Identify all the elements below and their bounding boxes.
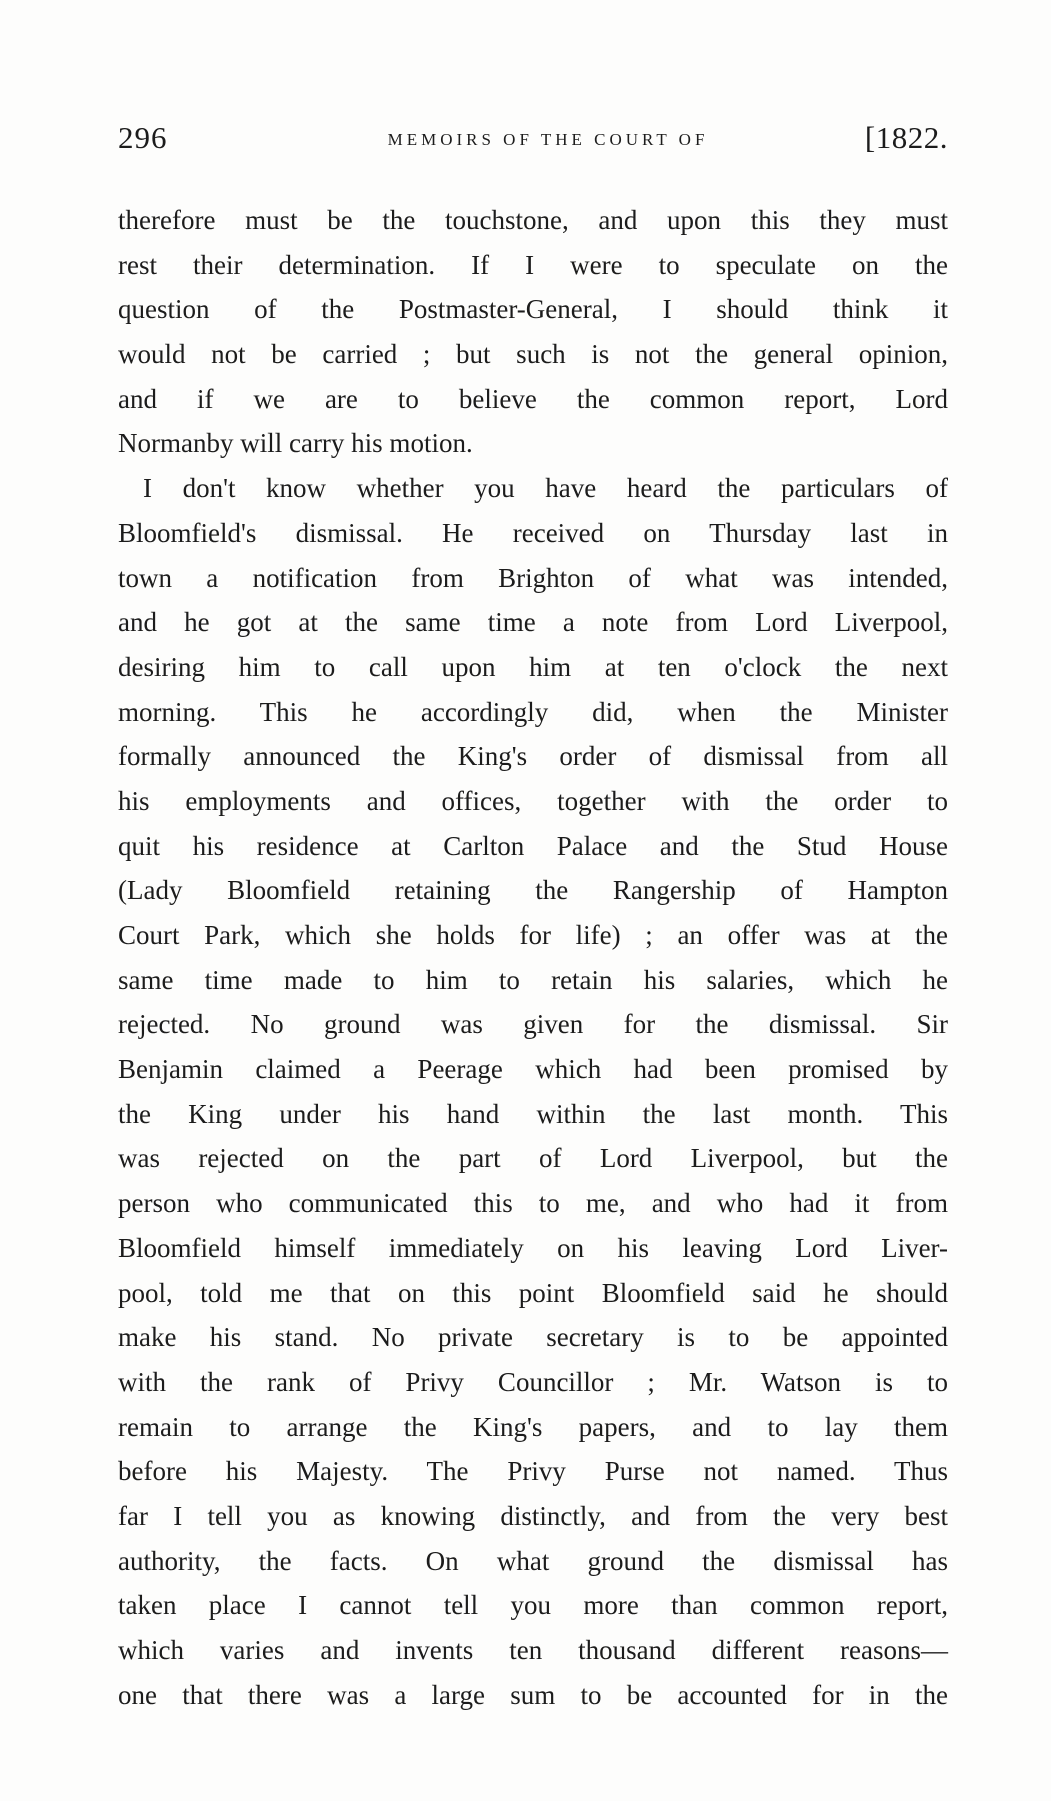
- text-line: same time made to him to retain his salaries, which he: [118, 964, 948, 995]
- text-line: pool, told me that on this point Bloomfield said he should: [118, 1277, 948, 1308]
- text-line: I don't know whether you have heard the particulars of: [143, 473, 948, 504]
- page-number: 296: [118, 120, 168, 155]
- body-text: [118, 198, 948, 1717]
- text-line: was rejected on the part of Lord Liverpool, but the: [118, 1143, 948, 1174]
- text-line: far I tell you as knowing distinctly, and from the very best: [118, 1500, 948, 1531]
- text-line: Bloomfield's dismissal. He received on Thursday last in: [118, 517, 948, 548]
- text-line: would not be carried ; but such is not the general opinion,: [118, 339, 948, 370]
- text-line: (Lady Bloomfield retaining the Rangership of Hampton: [118, 875, 948, 906]
- year-marker: [1822.: [864, 120, 948, 155]
- running-title: MEMOIRS OF THE COURT OF: [387, 130, 709, 149]
- text-line: which varies and invents ten thousand different reasons—: [118, 1635, 948, 1665]
- text-line: rejected. No ground was given for the dismissal. Sir: [118, 1009, 948, 1040]
- text-line: with the rank of Privy Councillor ; Mr. Watson is to: [118, 1366, 948, 1397]
- text-line: remain to arrange the King's papers, and to lay them: [118, 1411, 948, 1442]
- text-line: his employments and offices, together with the order to: [118, 785, 948, 816]
- text-line: taken place I cannot tell you more than common report,: [118, 1590, 948, 1621]
- text-line: Benjamin claimed a Peerage which had been promised by: [118, 1054, 948, 1085]
- running-head: [118, 118, 948, 168]
- text-line: formally announced the King's order of dismissal from all: [118, 741, 948, 772]
- text-line: the King under his hand within the last month. This: [118, 1098, 948, 1129]
- text-line: authority, the facts. On what ground the dismissal has: [118, 1545, 948, 1576]
- text-line: desiring him to call upon him at ten o'clock the next: [118, 651, 948, 682]
- text-line: make his stand. No private secretary is to be appointed: [118, 1322, 948, 1353]
- text-line: person who communicated this to me, and who had it from: [118, 1188, 948, 1219]
- text-line: rest their determination. If I were to speculate on the: [118, 249, 948, 280]
- text-line: therefore must be the touchstone, and upon this they must: [118, 205, 948, 235]
- text-line: question of the Postmaster-General, I should think it: [118, 294, 948, 325]
- text-line: before his Majesty. The Privy Purse not named. Thus: [118, 1456, 948, 1487]
- text-line: town a notification from Brighton of what was intended,: [118, 562, 948, 593]
- text-line: and if we are to believe the common report, Lord: [118, 383, 948, 414]
- text-line: Bloomfield himself immediately on his leaving Lord Liver-: [118, 1232, 948, 1263]
- text-line: Court Park, which she holds for life) ; an offer was at the: [118, 920, 948, 950]
- text-line: quit his residence at Carlton Palace and the Stud House: [118, 830, 948, 861]
- text-line: and he got at the same time a note from Lord Liverpool,: [118, 607, 948, 638]
- text-line: Normanby will carry his motion.: [118, 428, 473, 459]
- text-line: one that there was a large sum to be accounted for in the: [118, 1679, 948, 1710]
- text-line: morning. This he accordingly did, when the Minister: [118, 696, 948, 727]
